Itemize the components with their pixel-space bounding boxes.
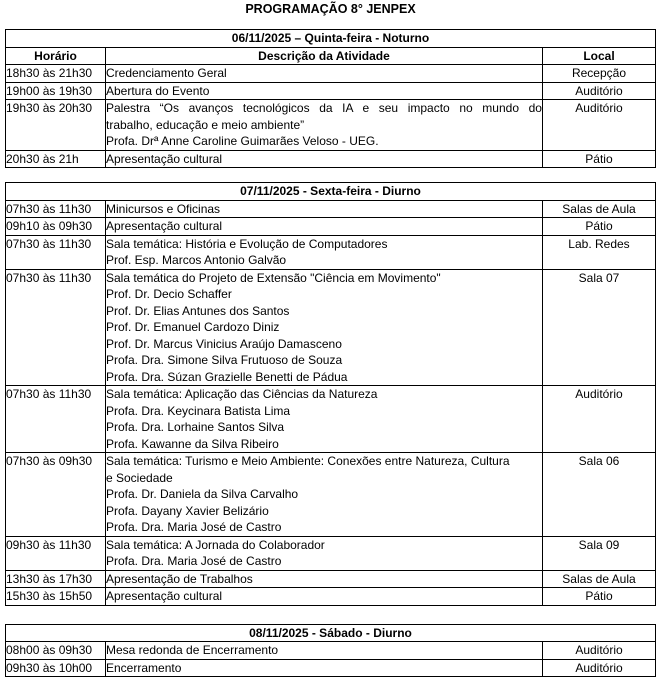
schedule-table-day3: [5, 624, 656, 678]
time-cell: 07h30 às 11h30: [6, 386, 106, 453]
description-line: Prof. Dr. Decio Schaffer: [106, 287, 232, 301]
description-line: Profa. Dra. Keycinara Batista Lima: [106, 403, 291, 418]
schedule-table-day2: [5, 182, 656, 606]
description-line: Apresentação cultural: [106, 589, 223, 603]
description-line: e Sociedade: [106, 470, 173, 485]
description-line: Profa. Dra. Lorhaine Santos Silva: [106, 420, 285, 434]
description-line: Minicursos e Oficinas: [106, 201, 221, 216]
time-cell: 07h30 às 09h30: [6, 453, 106, 537]
description-line: Sala temática: Turismo e Meio Ambiente: Conexões entre Natureza, Cultura: [106, 454, 510, 468]
local-cell: Auditório: [543, 659, 656, 677]
description-line: Profa. Dayany Xavier Belizário: [106, 503, 269, 518]
description-cell: [106, 65, 543, 83]
description-line: Apresentação cultural: [106, 151, 223, 166]
time-cell: 09h30 às 10h00: [6, 659, 106, 677]
table-row: [6, 269, 656, 386]
description-line: Profa. Dra. Maria José de Castro: [106, 520, 282, 534]
description-line: Encerramento: [106, 660, 182, 675]
description-cell: [106, 453, 543, 537]
local-cell: Salas de Aula: [542, 200, 655, 218]
section-header: 07/11/2025 - Sexta-feira - Diurno: [6, 183, 656, 201]
description-line: Apresentação de Trabalhos: [106, 571, 253, 586]
local-cell: Pátio: [542, 150, 655, 168]
description-cell: [106, 570, 543, 588]
local-cell: Salas de Aula: [542, 570, 655, 588]
description-cell: [106, 642, 543, 660]
table-row: [6, 570, 656, 588]
description-cell: [106, 235, 543, 269]
description-line: Profa. Dr. Daniela da Silva Carvalho: [106, 487, 299, 501]
description-line: Sala temática: Aplicação das Ciências da Natureza: [106, 387, 378, 401]
time-cell: 19h00 às 19h30: [6, 82, 106, 100]
table-row: [6, 82, 656, 100]
time-cell: 07h30 às 11h30: [6, 200, 106, 218]
description-line: Prof. Esp. Marcos Antonio Galvão: [106, 253, 287, 267]
column-header-local: Local: [542, 47, 655, 65]
description-line: Sala temática: História e Evolução de Computadores: [106, 236, 388, 251]
column-header-row: [6, 47, 656, 65]
time-cell: 18h30 às 21h30: [6, 65, 106, 83]
table-row: [6, 218, 656, 236]
local-cell: Auditório: [542, 386, 655, 453]
time-cell: 09h30 às 11h30: [6, 536, 106, 570]
table-row: [6, 588, 656, 606]
description-cell: [106, 150, 543, 168]
description-line: Credenciamento Geral: [106, 66, 227, 80]
table-row: [6, 659, 656, 677]
description-cell: [106, 200, 543, 218]
column-header-description: Descrição da Atividade: [106, 47, 543, 65]
local-cell: Sala 09: [542, 536, 655, 570]
schedule-table-day1: [5, 29, 656, 168]
description-cell: [106, 536, 543, 570]
time-cell: 15h30 às 15h50: [6, 588, 106, 606]
local-cell: Recepção: [542, 65, 655, 83]
description-line: Sala temática: A Jornada do Colaborador: [106, 537, 325, 552]
local-cell: Auditório: [542, 82, 655, 100]
table-row: [6, 536, 656, 570]
section-header: 06/11/2025 – Quinta-feira - Noturno: [6, 30, 656, 48]
description-line: Prof. Dr. Marcus Vinicius Araújo Damasceno: [106, 336, 342, 351]
description-line: Apresentação cultural: [106, 219, 223, 233]
table-row: [6, 235, 656, 269]
description-line: Abertura do Evento: [106, 83, 210, 98]
description-cell: [106, 659, 543, 677]
description-line: Prof. Dr. Elias Antunes dos Santos: [106, 303, 290, 318]
description-line: Prof. Dr. Emanuel Cardozo Diniz: [106, 320, 280, 334]
local-cell: Pátio: [542, 588, 655, 606]
description-line: Mesa redonda de Encerramento: [106, 643, 279, 657]
local-cell: Sala 06: [542, 453, 655, 537]
time-cell: 08h00 às 09h30: [6, 642, 106, 660]
table-row: [6, 150, 656, 168]
description-line: Profa. Dra. Simone Silva Frutuoso de Souza: [106, 353, 343, 367]
table-row: [6, 100, 656, 151]
time-cell: 07h30 às 11h30: [6, 269, 106, 386]
description-line: Palestra “Os avanços tecnológicos da IA e seu impacto no mundo do: [106, 101, 542, 115]
time-cell: 07h30 às 11h30: [6, 235, 106, 269]
time-cell: 13h30 às 17h30: [6, 570, 106, 588]
description-cell: [106, 386, 543, 453]
table-row: [6, 65, 656, 83]
local-cell: Lab. Redes: [542, 235, 655, 269]
section-header-row: [6, 183, 656, 201]
section-header-row: [6, 624, 656, 642]
description-line: Sala temática do Projeto de Extensão "Ciência em Movimento": [106, 270, 441, 285]
description-line: Profa. Drª Anne Caroline Guimarães Veloso - UEG.: [106, 134, 379, 148]
section-header: 08/11/2025 - Sábado - Diurno: [6, 624, 656, 642]
description-cell: [106, 218, 543, 236]
local-cell: Pátio: [542, 218, 655, 236]
local-cell: Sala 07: [542, 269, 655, 386]
description-cell: [106, 269, 543, 386]
table-row: [6, 453, 656, 537]
table-row: [6, 642, 656, 660]
table-row: [6, 200, 656, 218]
local-cell: Auditório: [543, 642, 656, 660]
description-cell: [106, 100, 543, 151]
page-title: PROGRAMAÇÃO 8° JENPEX: [245, 2, 416, 16]
description-line: Profa. Dra. Súzan Grazielle Benetti de Pádua: [106, 369, 348, 384]
column-header-time: Horário: [6, 47, 106, 65]
description-line: trabalho, educação e meio ambiente”: [106, 117, 305, 132]
section-header-row: [6, 30, 656, 48]
description-line: Profa. Kawanne da Silva Ribeiro: [106, 436, 279, 451]
time-cell: 19h30 às 20h30: [6, 100, 106, 151]
table-row: [6, 386, 656, 453]
description-line: Profa. Dra. Maria José de Castro: [106, 554, 282, 568]
time-cell: 09h10 às 09h30: [6, 218, 106, 236]
description-cell: [106, 82, 543, 100]
local-cell: Auditório: [542, 100, 655, 151]
description-cell: [106, 588, 543, 606]
time-cell: 20h30 às 21h: [6, 150, 106, 168]
